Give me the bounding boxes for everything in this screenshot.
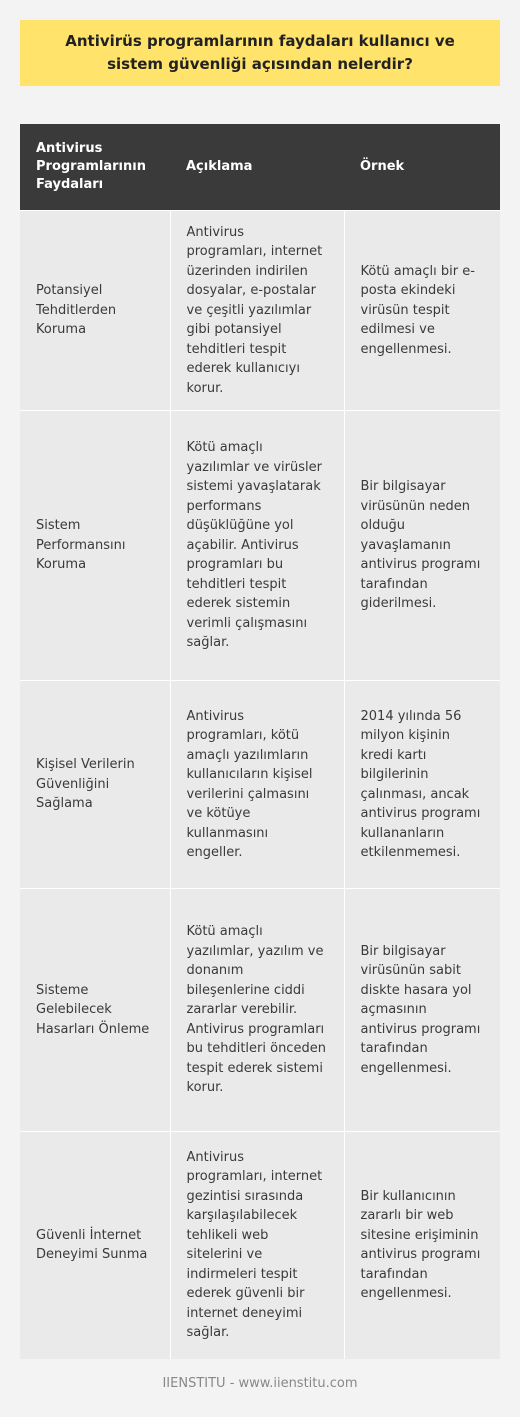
title-banner [20, 20, 500, 86]
table-header-row [20, 124, 500, 210]
footer-credit: IIENSTITU - www.iienstitu.com [162, 1376, 358, 1391]
benefit-cell: Kişisel Verilerin Güvenliğini Sağlama [20, 681, 170, 889]
table-row [20, 210, 500, 411]
description-cell: Kötü amaçlı yazılımlar ve virüsler sistemi yavaşlatarak performans düşüklüğüne yol açabilir. Antivirus programları bu tehditleri tespit ederek sistemin verimli çalışmasını sağlar. [170, 411, 344, 681]
description-cell: Antivirus programları, internet üzerinden indirilen dosyalar, e-postalar ve çeşitli yazılımlar gibi potansiyel tehditleri tespit ederek kullanıcıyı korur. [170, 210, 344, 411]
table-row [20, 1132, 500, 1359]
benefit-cell: Sisteme Gelebilecek Hasarları Önleme [20, 889, 170, 1132]
table-row [20, 889, 500, 1132]
description-cell: Antivirus programları, internet gezintisi sırasında karşılaşılabilecek tehlikeli web sitelerini ve indirmeleri tespit ederek güvenli bir internet deneyimi sağlar. [170, 1132, 344, 1359]
page-title: Antivirüs programlarının faydaları kullanıcı ve sistem güvenliği açısından nelerdir? [65, 32, 455, 73]
benefits-table-container [20, 124, 500, 1359]
benefit-cell: Güvenli İnternet Deneyimi Sunma [20, 1132, 170, 1359]
example-cell: 2014 yılında 56 milyon kişinin kredi kartı bilgilerinin çalınması, ancak antivirus programı kullananların etkilenmemesi. [344, 681, 500, 889]
table-row [20, 411, 500, 681]
description-cell: Antivirus programları, kötü amaçlı yazılımların kullanıcıların kişisel verilerini çalmasını ve kötüye kullanmasını engeller. [170, 681, 344, 889]
example-cell: Kötü amaçlı bir e-posta ekindeki virüsün tespit edilmesi ve engellenmesi. [344, 210, 500, 411]
benefit-cell: Sistem Performansını Koruma [20, 411, 170, 681]
column-header-benefits: Antivirus Programlarının Faydaları [20, 124, 170, 210]
benefits-table [20, 124, 500, 1359]
description-cell: Kötü amaçlı yazılımlar, yazılım ve donanım bileşenlerine ciddi zararlar verebilir. Antivirus programları bu tehditleri önceden tespit ederek sistemi korur. [170, 889, 344, 1132]
example-cell: Bir kullanıcının zararlı bir web sitesine erişiminin antivirus programı tarafından engellenmesi. [344, 1132, 500, 1359]
example-cell: Bir bilgisayar virüsünün sabit diskte hasara yol açmasının antivirus programı tarafından engellenmesi. [344, 889, 500, 1132]
column-header-description: Açıklama [170, 124, 344, 210]
example-cell: Bir bilgisayar virüsünün neden olduğu yavaşlamanın antivirus programı tarafından giderilmesi. [344, 411, 500, 681]
table-row [20, 681, 500, 889]
column-header-example: Örnek [344, 124, 500, 210]
benefit-cell: Potansiyel Tehditlerden Koruma [20, 210, 170, 411]
